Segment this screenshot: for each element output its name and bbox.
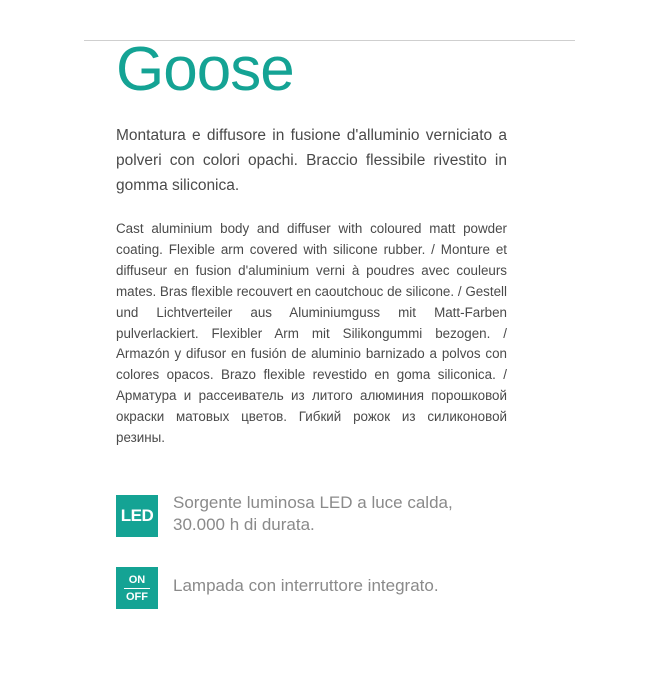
led-badge-label: LED — [120, 506, 154, 525]
led-feature-line-1: Sorgente luminosa LED a luce calda, — [173, 493, 453, 512]
feature-on-off — [116, 567, 439, 609]
led-icon — [116, 495, 158, 537]
feature-led — [116, 491, 453, 537]
off-label: OFF — [126, 590, 148, 603]
on-off-divider — [124, 588, 150, 589]
description-multilingual: Cast aluminium body and diffuser with coloured matt powder coating. Flexible arm covered with silicone rubber. / Monture et diffuseur en fusion d'aluminium verni à poudres avec couleurs mates. Bras flexible recouvert en caoutchouc de silicone. / Gestell und Lichtverteiler aus Aluminiumguss mit Matt-Farben pulverlackiert. Flexibler Arm mit Silikongummi bezogen. / Armazón y difusor en fusión de aluminio barnizado a polvos con colores opacos. Brazo flexible revestido en goma siliconica. / Арматура и рассеиватель из литого алюминия порошковой окраски матовых цветов. Гибкий рожок из силиконовой резины. — [116, 221, 507, 446]
on-label: ON — [128, 573, 146, 586]
led-feature-text — [173, 492, 453, 536]
description-italian: Montatura e diffusore in fusione d'alluminio verniciato a polveri con colori opachi. Braccio flessibile rivestito in gomma siliconica. — [116, 127, 507, 194]
led-feature-line-2: 30.000 h di durata. — [173, 515, 315, 534]
on-off-switch-icon — [116, 567, 158, 609]
on-off-feature-text: Lampada con interruttore integrato. — [173, 576, 439, 595]
product-title: Goose — [116, 35, 294, 104]
